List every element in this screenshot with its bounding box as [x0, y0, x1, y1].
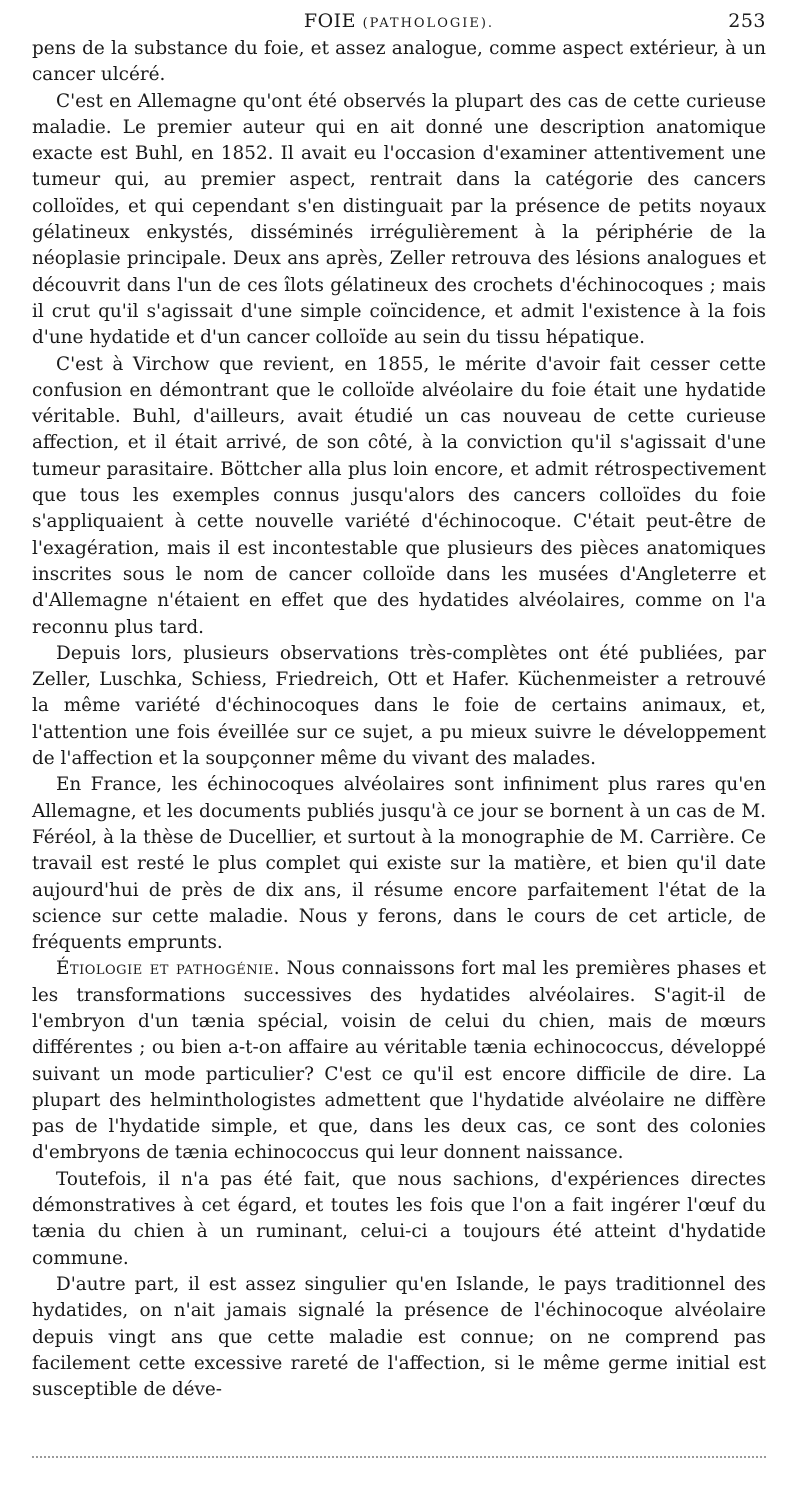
paragraph: En France, les échinocoques alvéolaires sont infiniment plus rares qu'en Allemagne, et les documents publiés jusqu'à ce jour se bornent à un cas de M. Féréol, à la thèse de Ducellier, et surtout à la monographie de M. Carrière. Ce travail est resté le plus complet qui existe sur la matière, et bien qu'il date aujourd'hui de près de dix ans, il résume encore parfaitement l'état de la science sur cette maladie. Nous y ferons, dans le cours de cet article, de fréquents emprunts. [32, 774, 766, 954]
running-title [304, 6, 494, 39]
paragraph: Toutefois, il n'a pas été fait, que nous sachions, d'expériences directes démonstratives à cet égard, et toutes les fois que l'on a fait ingérer l'œuf du tænia du chien à un ruminant, celui-ci a toujours été atteint d'hydatide commune. [32, 1168, 766, 1269]
running-title-subtitle: (PATHOLOGIE). [362, 16, 495, 31]
running-title-main: FOIE [303, 10, 357, 32]
section-heading: Étiologie et pathogénie. [56, 958, 281, 980]
paragraph: C'est à Virchow que revient, en 1855, le mérite d'avoir fait cesser cette confusion en démontrant que le colloïde alvéolaire du foie était une hydatide véritable. Buhl, d'ailleurs, avait étudié un cas nouveau de cette curieuse affection, et il était arrivé, de son côté, à la conviction qu'il s'agissait d'une tumeur parasitaire. Böttcher alla plus loin encore, et admit rétrospectivement que tous les exemples connus jusqu'alors des cancers colloïdes du foie s'appliquaient à cette nouvelle variété d'échinocoque. C'était peut-être de l'exagération, mais il est incontestable que plusieurs des pièces anatomiques inscrites sous le nom de cancer colloïde dans les musées d'Angleterre et d'Allemagne n'étaient en effet que des hydatides alvéolaires, comme on l'a reconnu plus tard. [32, 353, 766, 638]
paragraph-continuation: pens de la substance du foie, et assez analogue, comme aspect extérieur, à un cancer ulcéré. [32, 38, 766, 86]
section-paragraph-etiology [32, 956, 766, 1166]
paragraph: C'est en Allemagne qu'ont été observés la plupart des cas de cette curieuse maladie. Le premier auteur qui en ait donné une description anatomique exacte est Buhl, en 1852. Il avait eu l'occasion d'examiner attentivement une tumeur qui, au premier aspect, rentrait dans la catégorie des cancers colloïdes, et qui cependant s'en distinguait par la présence de petits noyaux gélatineux enkystés, disséminés irrégulièrement à la périphérie de la néoplasie principale. Deux ans après, Zeller retrouva des lésions analogues et découvrit dans l'un de ces îlots gélatineux des crochets d'échinocoques ; mais il crut qu'il s'agissait d'une simple coïncidence, et admit l'existence à la fois d'une hydatide et d'un cancer colloïde au sein du tissu hépatique. [32, 90, 766, 349]
footer-rule [32, 1456, 766, 1458]
page-number: 253 [728, 10, 766, 32]
section-text: Nous connaissons fort mal les premières phases et les transformations successives des hydatides alvéolaires. S'agit-il de l'embryon d'un tænia spécial, voisin de celui du chien, mais de mœurs différentes ; ou bien a-t-on affaire au véritable tænia echinococcus, développé suivant un mode particulier? C'est ce qu'il est encore difficile de dire. La plupart des helminthologistes admettent que l'hydatide alvéolaire ne diffère pas de l'hydatide simple, et que, dans les deux cas, ce sont des colonies d'embryons de tænia echinococcus qui leur donnent naissance. [32, 958, 766, 1164]
body-text [32, 36, 766, 1403]
running-head [32, 6, 766, 36]
paragraph: D'autre part, il est assez singulier qu'en Islande, le pays traditionnel des hydatides, on n'ait jamais signalé la présence de l'échinocoque alvéolaire depuis vingt ans que cette maladie est connue; on ne comprend pas facilement cette excessive rareté de l'affection, si le même germe initial est susceptible de déve- [32, 1273, 766, 1401]
paragraph: Depuis lors, plusieurs observations très-complètes ont été publiées, par Zeller, Luschka, Schiess, Friedreich, Ott et Hafer. Küchenmeister a retrouvé la même variété d'échinocoques dans le foie de certains animaux, et, l'attention une fois éveillée sur ce sujet, a pu mieux suivre le développement de l'affection et la soupçonner même du vivant des malades. [32, 642, 766, 770]
